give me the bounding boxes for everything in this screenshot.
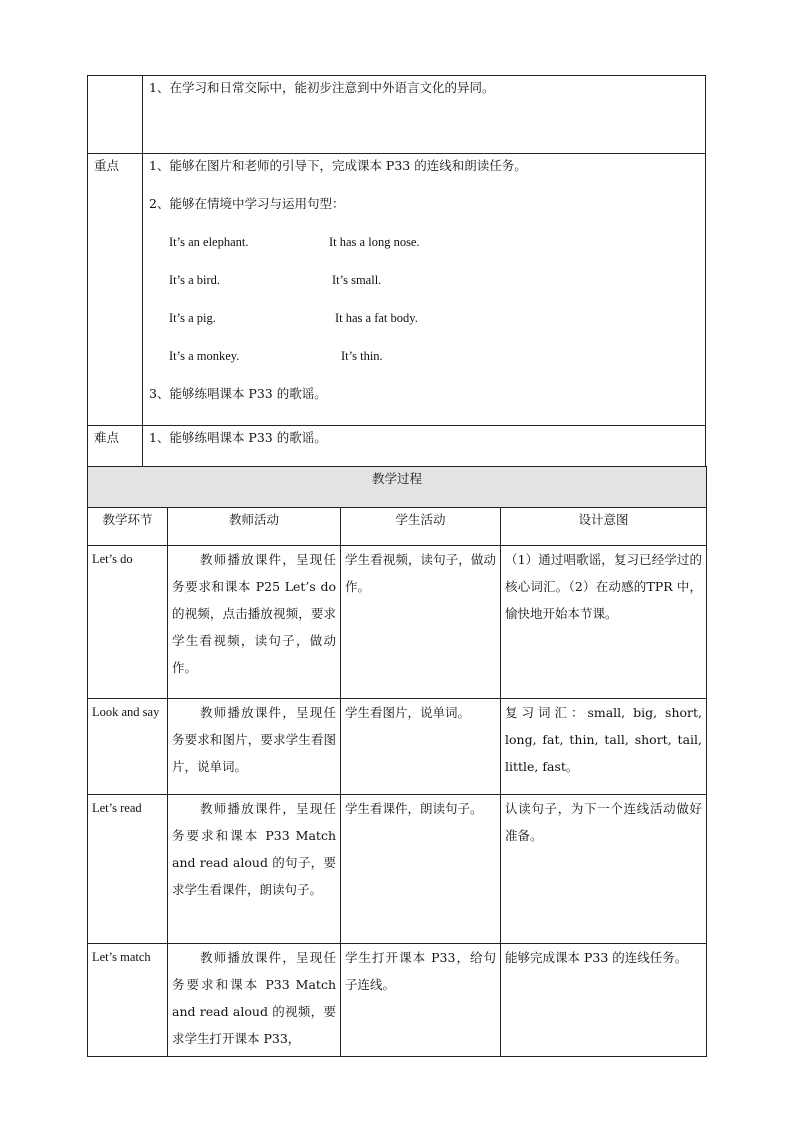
objectives-label	[88, 76, 143, 154]
process-title-row	[88, 467, 707, 508]
table-row	[88, 795, 707, 944]
example-sentence: It has a long nose.	[329, 235, 420, 249]
objectives-cell	[143, 76, 706, 154]
design-intent-cell: 认读句子，为下一个连线活动做好准备。	[501, 795, 707, 944]
example-sentence: It’s a pig.	[169, 311, 216, 325]
example-sentence-row	[149, 270, 705, 308]
example-sentence: It’s small.	[332, 273, 382, 287]
example-sentence: It’s a monkey.	[169, 349, 240, 363]
design-intent-cell: 能够完成课本 P33 的连线任务。	[501, 944, 707, 1057]
teaching-process-table	[87, 466, 707, 1057]
objectives-table	[87, 75, 706, 467]
difficult-points-row	[88, 426, 706, 467]
objective-item: 1、在学习和日常交际中，能初步注意到中外语言文化的异同。	[149, 80, 495, 95]
key-points-cell	[143, 154, 706, 426]
process-title: 教学过程	[88, 467, 707, 508]
student-activity-cell: 学生看视频，读句子，做动作。	[341, 546, 501, 699]
teacher-activity-cell: 教师播放课件，呈现任务要求和课本 P33 Match and read aloud 的视频，要求学生打开课本 P33，	[168, 944, 341, 1057]
difficult-points-cell	[143, 426, 706, 467]
example-sentence-row	[149, 346, 705, 384]
header-stage: 教学环节	[88, 508, 168, 546]
difficult-point-item: 1、能够练唱课本 P33 的歌谣。	[149, 430, 327, 445]
example-sentence: It’s a bird.	[169, 273, 221, 287]
table-row	[88, 546, 707, 699]
student-activity-cell: 学生看图片，说单词。	[341, 699, 501, 795]
header-design-intent: 设计意图	[501, 508, 707, 546]
student-activity-cell: 学生看课件，朗读句子。	[341, 795, 501, 944]
example-sentence-row	[149, 308, 705, 346]
stage-cell: Look and say	[88, 699, 168, 795]
key-point-item: 2、能够在情境中学习与运用句型：	[149, 196, 345, 211]
example-sentence-row	[149, 232, 705, 270]
key-point-item: 3、能够练唱课本 P33 的歌谣。	[149, 386, 327, 401]
design-intent-cell: （1）通过唱歌谣，复习已经学过的核心词汇。（2）在动感的TPR 中，愉快地开始本节课。	[501, 546, 707, 699]
table-row	[88, 944, 707, 1057]
teacher-activity-cell: 教师播放课件，呈现任务要求和课本 P25 Let’s do 的视频，点击播放视频，要求学生看视频，读句子，做动作。	[168, 546, 341, 699]
stage-cell: Let’s read	[88, 795, 168, 944]
example-sentence: It’s thin.	[341, 349, 383, 363]
example-sentence: It’s an elephant.	[169, 235, 249, 249]
key-points-row	[88, 154, 706, 426]
teacher-activity-cell: 教师播放课件，呈现任务要求和图片，要求学生看图片，说单词。	[168, 699, 341, 795]
teacher-activity-cell: 教师播放课件，呈现任务要求和课本 P33 Match and read aloud 的句子，要求学生看课件，朗读句子。	[168, 795, 341, 944]
header-teacher-activity: 教师活动	[168, 508, 341, 546]
design-intent-cell: 复习词汇：small, big, short, long, fat, thin, tall, short, tail, little, fast。	[501, 699, 707, 795]
column-headers-row	[88, 508, 707, 546]
difficult-points-label: 难点	[88, 426, 143, 467]
key-point-item: 1、能够在图片和老师的引导下，完成课本 P33 的连线和朗读任务。	[149, 158, 527, 173]
header-student-activity: 学生活动	[341, 508, 501, 546]
stage-cell: Let’s match	[88, 944, 168, 1057]
objectives-row	[88, 76, 706, 154]
student-activity-cell: 学生打开课本 P33，给句子连线。	[341, 944, 501, 1057]
key-points-label: 重点	[88, 154, 143, 426]
example-sentence: It has a fat body.	[335, 311, 418, 325]
table-row	[88, 699, 707, 795]
stage-cell: Let’s do	[88, 546, 168, 699]
